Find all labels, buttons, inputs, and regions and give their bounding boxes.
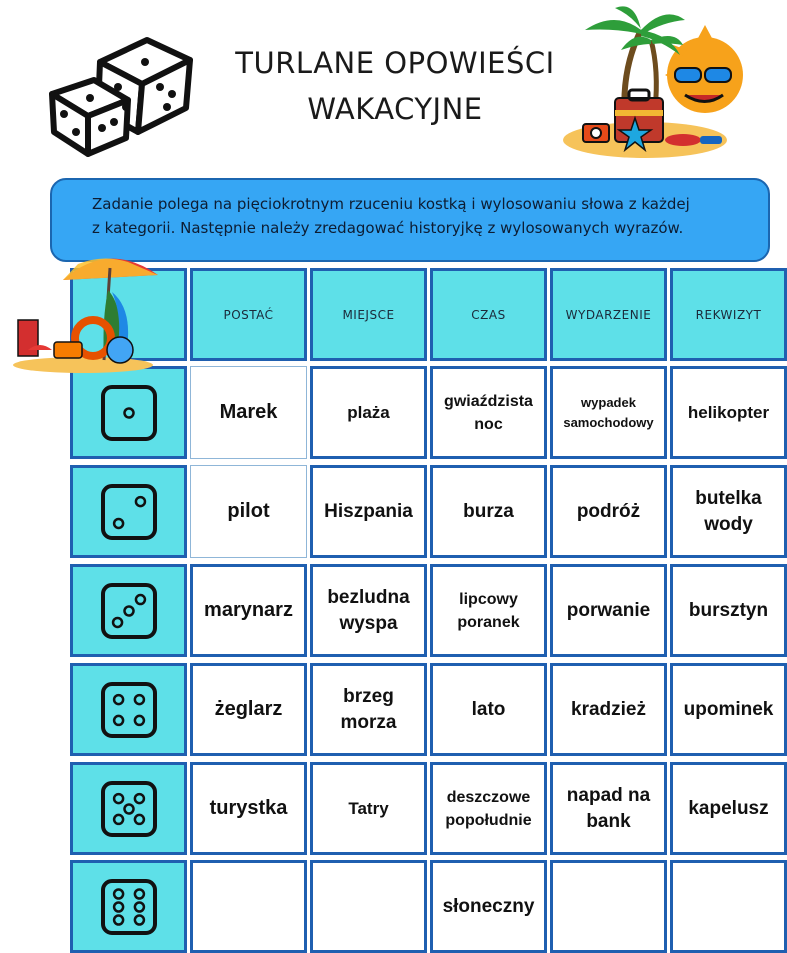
table-cell-text: marynarz (204, 599, 293, 621)
die-pip (114, 518, 123, 527)
column-header (430, 268, 547, 361)
column-header (670, 268, 787, 361)
column-header-label: MIEJSCE (342, 307, 395, 322)
table-cell-text: gwiaździsta noc (444, 392, 533, 433)
table-cell (310, 762, 427, 855)
die-pip (134, 715, 143, 724)
table-cell (550, 465, 667, 558)
table-cell (190, 564, 307, 657)
die-pip (134, 794, 143, 803)
table-cell-text: kradzież (571, 698, 646, 720)
table-cell (310, 366, 427, 459)
die-face-icon (99, 877, 159, 937)
beach-umbrella-chair-icon (8, 250, 168, 375)
die-face-cell (70, 564, 187, 657)
table-cell (670, 663, 787, 756)
die-pip (135, 497, 144, 506)
instructions-line-2: z kategorii. Następnie należy zredagować historyjkę z wylosowanych wyrazów. (92, 219, 684, 237)
die-face-icon (99, 581, 159, 641)
die-pip (135, 595, 144, 604)
die-face-icon (99, 779, 159, 839)
column-header-label: POSTAĆ (223, 307, 274, 322)
title-line-2: WAKACYJNE (307, 92, 483, 126)
die-pip (114, 715, 123, 724)
table-cell (430, 366, 547, 459)
table-cell-text: brzeg morza (340, 685, 397, 733)
page-title (200, 40, 590, 132)
column-header-label: CZAS (471, 307, 506, 322)
title-line-1: TURLANE OPOWIEŚCI (235, 46, 555, 80)
table-cell-text: Hiszpania (324, 500, 413, 522)
table-cell (430, 564, 547, 657)
table-cell (670, 860, 787, 953)
dice-pair-icon (42, 32, 202, 162)
table-cell (550, 564, 667, 657)
table-cell-text: słoneczny (442, 895, 535, 917)
table-cell (430, 860, 547, 953)
table-cell-text: wypadek samochodowy (563, 394, 654, 430)
palm-tree-suitcase-sun-icon (555, 0, 730, 160)
die-face-cell (70, 465, 187, 558)
table-cell-text: lipcowy poranek (457, 590, 520, 631)
table-cell-text: deszczowe popołudnie (445, 788, 532, 829)
table-cell-text: Marek (219, 401, 278, 423)
table-cell-text: pilot (227, 500, 270, 522)
die-face-cell (70, 366, 187, 459)
die-pip (114, 695, 123, 704)
die-pip (124, 408, 133, 417)
table-cell (670, 762, 787, 855)
die-pip (114, 889, 123, 898)
table-cell-text: butelka wody (695, 487, 762, 535)
table-cell-text: Tatry (348, 798, 389, 818)
die-pip (134, 814, 143, 823)
table-cell (310, 860, 427, 953)
die-pip (114, 902, 123, 911)
instructions-line-1: Zadanie polega na pięciokrotnym rzuceniu kostką i wylosowaniu słowa z każdej (92, 195, 690, 213)
die-pip (134, 889, 143, 898)
table-cell (190, 465, 307, 558)
table-cell (190, 366, 307, 459)
die-face-icon (99, 482, 159, 542)
die-face-cell (70, 663, 187, 756)
column-header-label: REKWIZYT (695, 307, 762, 322)
table-cell (670, 366, 787, 459)
table-cell-text: bursztyn (688, 599, 769, 621)
column-header-label: WYDARZENIE (565, 307, 652, 322)
table-cell (310, 564, 427, 657)
table-cell (670, 564, 787, 657)
table-cell (190, 762, 307, 855)
table-cell-text: plaża (347, 402, 390, 422)
table-cell-text: bezludna wyspa (327, 586, 410, 634)
die-pip (124, 804, 133, 813)
die-face-icon (99, 383, 159, 443)
table-cell (550, 366, 667, 459)
table-cell-text: burza (463, 500, 514, 522)
table-cell (190, 663, 307, 756)
table-cell (550, 762, 667, 855)
table-cell (430, 663, 547, 756)
table-cell-text: napad na bank (566, 784, 651, 832)
table-cell-text: turystka (209, 797, 288, 819)
table-cell (310, 663, 427, 756)
table-cell (430, 762, 547, 855)
table-cell-text: lato (471, 698, 506, 720)
die-face-cell (70, 762, 187, 855)
table-cell-text: podróż (576, 500, 641, 522)
table-cell (550, 663, 667, 756)
column-header (310, 268, 427, 361)
die-pip (134, 915, 143, 924)
column-header (190, 268, 307, 361)
column-header (550, 268, 667, 361)
die-pip (134, 695, 143, 704)
die-pip (114, 794, 123, 803)
die-face-icon (99, 680, 159, 740)
die-pip (124, 606, 133, 615)
table-cell-text: kapelusz (688, 797, 769, 819)
die-face-cell (70, 860, 187, 953)
table-cell (190, 860, 307, 953)
die-pip (114, 915, 123, 924)
table-cell (310, 465, 427, 558)
table-cell-text: upominek (683, 698, 774, 720)
table-cell-text: helikopter (687, 402, 770, 422)
die-pip (114, 814, 123, 823)
table-cell (670, 465, 787, 558)
table-cell (430, 465, 547, 558)
die-pip (134, 902, 143, 911)
die-pip (113, 617, 122, 626)
table-cell (550, 860, 667, 953)
table-cell-text: żeglarz (214, 698, 283, 720)
table-cell-text: porwanie (566, 599, 651, 621)
